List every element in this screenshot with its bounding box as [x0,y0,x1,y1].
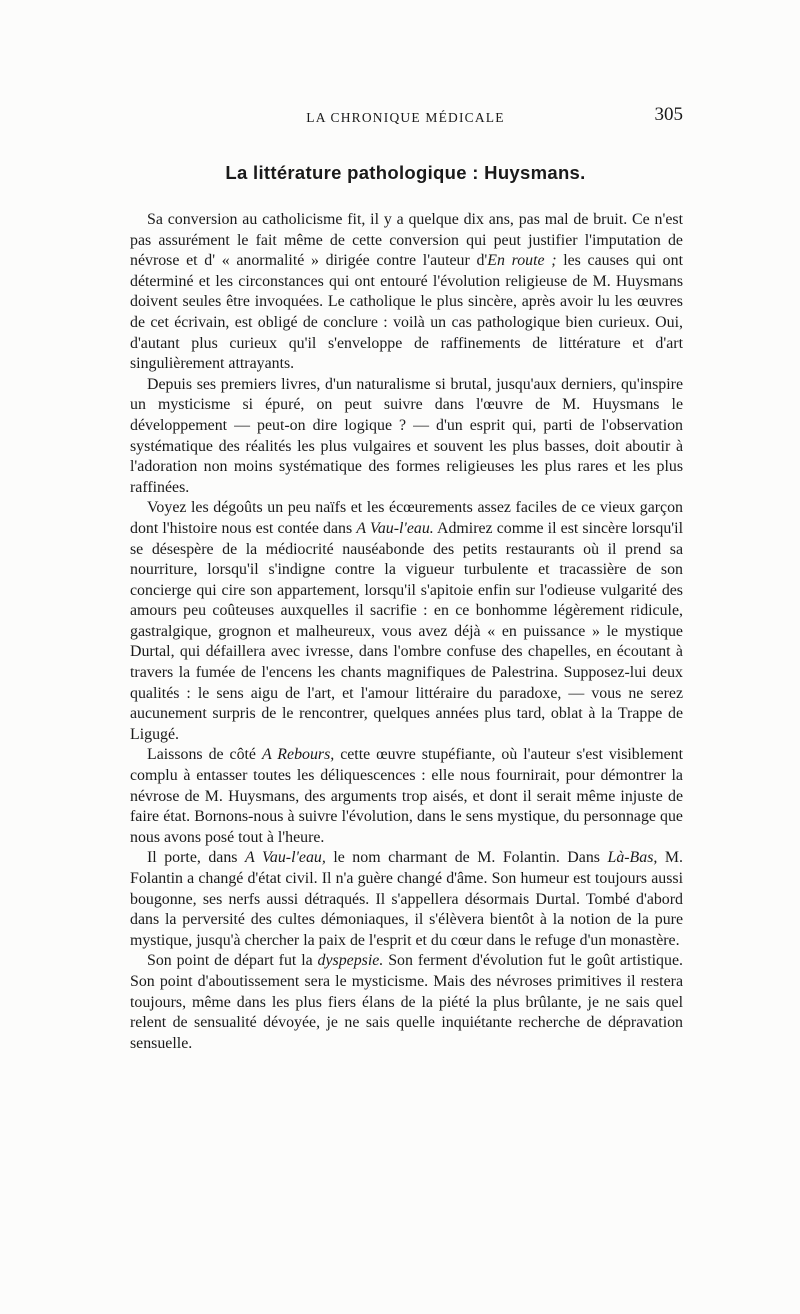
title-a-vau-leau: A Vau-l'eau. [356,519,434,537]
paragraph-5-text-a: Il porte, dans [147,849,246,867]
paragraph-5-text-c: le nom charmant de M. Folantin. Dans [325,849,608,867]
title-a-vau-leau-2: A Vau-l'eau, [245,849,326,867]
journal-title: LA CHRONIQUE MÉDICALE [306,110,505,125]
paragraph-4-text-c: cette œuvre stupéfiante, où l'auteur s'est visiblement complu à entasser toutes les déliquescences : elle nous fournirait, pour démontrer la névrose de M. Huysmans, des arguments trop aisés, et dont il serait même injuste de faire état. Bornons-nous à suivre l'évolution, dans le sens mystique, du personnage que nous avons posé tout à l'heure. [130,746,683,846]
article-body [130,210,683,1054]
title-la-bas: Là-Bas, [607,849,658,867]
page-number: 305 [654,104,683,125]
paragraph-4-text-a: Laissons de côté [147,746,262,764]
paragraph-6 [130,951,683,1054]
paragraph-2: Depuis ses premiers livres, d'un naturalisme si brutal, jusqu'aux derniers, qu'inspire un mysticisme si épuré, on peut suivre dans l'œuvre de M. Huysmans le développement — peut-on dire logique ? — d'un esprit qui, parti de l'observation systématique des réalités les plus vulgaires et souvent les plus basses, doit aboutir à l'adoration non moins systématique des formes religieuses les plus rares et les plus raffinées. [130,375,683,496]
term-dyspepsie: dyspepsie. [317,952,384,970]
paragraph-6-text-a: Son point de départ fut la [147,952,318,970]
title-en-route: En route ; [487,252,557,270]
title-a-rebours: A Rebours, [261,746,335,764]
paragraph-3-text-a: Voyez les dégoûts un peu naïfs et les écœurements assez faciles de ce vieux garçon dont l'histoire nous est contée dans [130,499,683,537]
running-header [128,104,683,130]
paragraph-1-text-a: Sa conversion au catholicisme fit, il y a quelque dix ans, pas mal de bruit. Ce n'est pas assurément le fait même de cette conversion qui peut justifier l'imputation de névrose et d' « anormalité » dirigée contre l'auteur d' [130,211,683,270]
paragraph-6-text-c: Son ferment d'évolution fut le goût artistique. Son point d'aboutissement sera le mysticisme. Mais des névroses primitives il restera toujours, même dans les plus fiers élans de la piété la plus brûlante, je ne sais quel relent de sensualité dévoyée, je ne sais quelle inquiétante recherche de dépravation sensuelle. [130,952,683,1052]
article-title: La littérature pathologique : Huysmans. [225,162,586,183]
paragraph-1 [130,210,683,375]
paragraph-1-text-c: les causes qui ont déterminé et les circonstances qui ont entouré l'évolution religieuse de M. Huysmans doivent seules être invoquées. Le catholique le plus sincère, après avoir lu les œuvres de cet écrivain, est obligé de conclure : voilà un cas pathologique bien curieux. Oui, d'autant plus curieux qu'il s'enveloppe de raffinements de littérature et d'art singulièrement attrayants. [130,252,683,373]
paragraph-5 [130,848,683,951]
paragraph-4 [130,745,683,848]
paragraph-3 [130,498,683,745]
paragraph-5-text-e: M. Folantin a changé d'état civil. Il n'a guère changé d'âme. Son humeur est toujours aussi bougonne, ses nerfs aussi détraqués. Il s'appellera désormais Durtal. Tombé d'abord dans la perversité des cultes démoniaques, il s'élèvera bientôt à la notion de la pure mystique, jusqu'à chercher la paix de l'esprit et du cœur dans le refuge d'un monastère. [130,849,683,949]
paragraph-3-text-c: Admirez comme il est sincère lorsqu'il se désespère de la médiocrité nauséabonde des petits restaurants où il prend sa nourriture, lorsqu'il s'indigne contre la vigueur turbulente et tracassière de son concierge qui cire son appartement, lorsqu'il s'apitoie enfin sur l'odieuse vulgarité des amours peu coûteuses auxquelles il sacrifie : en ce bonhomme légèrement ridicule, gastralgique, grognon et malheureux, vous avez déjà « en puissance » le mystique Durtal, qui défaillera avec ivresse, dans l'ombre confuse des chapelles, en écoutant à travers la fumée de l'encens les chants magnifiques de Palestrina. Supposez-lui deux qualités : le sens aigu de l'art, et l'amour littéraire du paradoxe, — vous ne serez aucunement surpris de le rencontrer, quelques années plus tard, oblat à la Trappe de Ligugé. [130,519,683,743]
